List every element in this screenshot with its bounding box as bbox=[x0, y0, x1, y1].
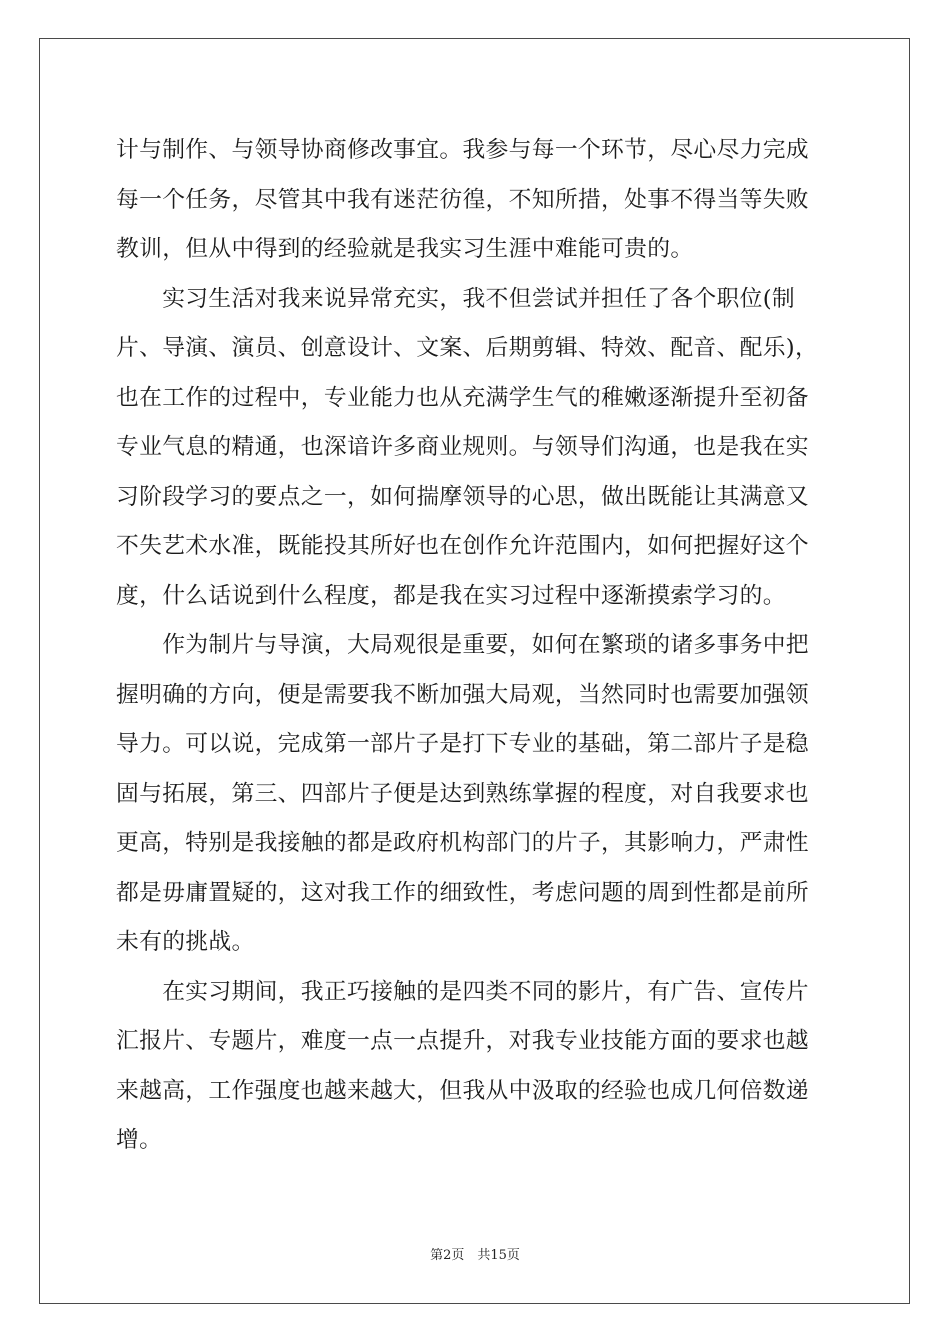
text-line: 固与拓展，第三、四部片子便是达到熟练掌握的程度，对自我要求也 bbox=[116, 780, 809, 807]
page-number-footer: 第2页 共15页 bbox=[430, 1248, 520, 1263]
text-line: 片、导演、演员、创意设计、文案、后期剪辑、特效、配音、配乐)， bbox=[116, 335, 819, 361]
text-line: 不失艺术水准，既能投其所好也在创作允许范围内，如何把握好这个 bbox=[116, 533, 809, 559]
text-line: 作为制片与导演，大局观很是重要，如何在繁琐的诸多事务中把 bbox=[116, 632, 809, 658]
text-line: 都是毋庸置疑的，这对我工作的细致性，考虑问题的周到性都是前所 bbox=[116, 879, 809, 906]
text-line: 来越高，工作强度也越来越大，但我从中汲取的经验也成几何倍数递 bbox=[116, 1077, 809, 1104]
text-line: 更高，特别是我接触的都是政府机构部门的片子，其影响力，严肃性 bbox=[116, 830, 809, 856]
text-line: 教训，但从中得到的经验就是我实习生涯中难能可贵的。 bbox=[116, 236, 694, 262]
text-line: 每一个任务，尽管其中我有迷茫彷徨，不知所措，处事不得当等失败 bbox=[116, 186, 809, 213]
text-line: 度，什么话说到什么程度，都是我在实习过程中逐渐摸索学习的。 bbox=[116, 582, 786, 609]
text-line: 增。 bbox=[116, 1127, 163, 1153]
text-line: 实习生活对我来说异常充实，我不但尝试并担任了各个职位(制 bbox=[116, 285, 796, 312]
text-line: 导力。可以说，完成第一部片子是打下专业的基础，第二部片子是稳 bbox=[116, 731, 809, 757]
text-line: 习阶段学习的要点之一，如何揣摩领导的心思，做出既能让其满意又 bbox=[116, 483, 809, 510]
text-line: 汇报片、专题片，难度一点一点提升，对我专业技能方面的要求也越 bbox=[116, 1028, 809, 1054]
text-line: 计与制作、与领导协商修改事宜。我参与每一个环节，尽心尽力完成 bbox=[116, 137, 809, 163]
text-line: 也在工作的过程中，专业能力也从充满学生气的稚嫩逐渐提升至初备 bbox=[116, 384, 809, 411]
text-line: 未有的挑战。 bbox=[116, 929, 255, 955]
document-body bbox=[116, 126, 846, 1166]
text-line: 握明确的方向，便是需要我不断加强大局观，当然同时也需要加强领 bbox=[116, 681, 809, 708]
text-line: 在实习期间，我正巧接触的是四类不同的影片，有广告、宣传片 bbox=[116, 978, 809, 1005]
text-line: 专业气息的精通，也深谙许多商业规则。与领导们沟通，也是我在实 bbox=[116, 434, 809, 460]
